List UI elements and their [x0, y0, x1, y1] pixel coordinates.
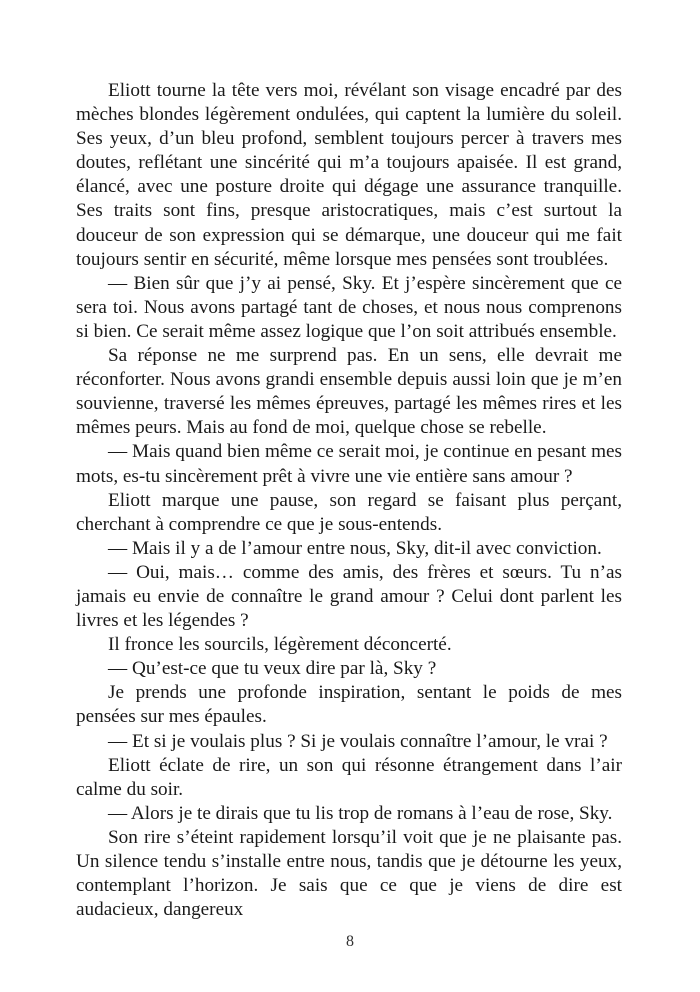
paragraph-narration-laugh: Eliott éclate de rire, un son qui résonne étrangement dans l’air calme du soir. — [76, 754, 622, 800]
page-body — [76, 79, 622, 922]
paragraph-narration-frown: Il fronce les sourcils, légèrement déconcerté. — [108, 634, 452, 656]
paragraph-dialogue-sky-question: — Mais quand bien même ce serait moi, je continue en pesant mes mots, es-tu sincèrement prêt à vivre une vie entière sans amour ? — [76, 441, 622, 487]
paragraph-narration-pause: Eliott marque une pause, son regard se faisant plus perçant, cherchant à comprendre ce que je sous-entends. — [76, 489, 622, 535]
paragraph-dialogue-sky-grand-amour: — Oui, mais… comme des amis, des frères et sœurs. Tu n’as jamais eu envie de connaître le grand amour ? Celui dont parlent les livres et les légendes ? — [76, 561, 622, 632]
paragraph-dialogue-eliott-reply: — Bien sûr que j’y ai pensé, Sky. Et j’espère sincèrement que ce sera toi. Nous avons partagé tant de choses, et nous nous comprenons si bien. Ce serait même assez logique que l’on soit attribués ensemble. — [76, 272, 622, 342]
page-number: 8 — [346, 933, 354, 950]
paragraph-dialogue-eliott-question: — Qu’est-ce que tu veux dire par là, Sky ? — [108, 658, 437, 680]
paragraph-dialogue-sky-more: — Et si je voulais plus ? Si je voulais connaître l’amour, le vrai ? — [108, 730, 608, 752]
paragraph-dialogue-eliott-love: — Mais il y a de l’amour entre nous, Sky, dit-il avec conviction. — [108, 537, 602, 559]
paragraph-narration-silence: Son rire s’éteint rapidement lorsqu’il voit que je ne plaisante pas. Un silence tendu s’installe entre nous, tandis que je détourne les yeux, contemplant l’horizon. Je sais que ce que je viens de dire est audacieux, dangereux — [76, 826, 622, 921]
paragraph-narration-response: Sa réponse ne me surprend pas. En un sens, elle devrait me réconforter. Nous avons grandi ensemble depuis aussi loin que je m’en souvienne, traversé les mêmes épreuves, partagé les mêmes rires et les mêmes peurs. Mais au fond de moi, quelque chose se rebelle. — [76, 345, 622, 439]
paragraph-description-eliott: Eliott tourne la tête vers moi, révélant son visage encadré par des mèches blondes légèrement ondulées, qui captent la lumière du soleil. Ses yeux, d’un bleu profond, semblent toujours percer à travers mes doutes, reflétant une sincérité qui m’a toujours apaisée. Il est grand, élancé, avec une posture droite qui dégage une assurance tranquille. Ses traits sont fins, presque aristocratiques, mais c’est surtout la douceur de son expression qui se démarque, une douceur qui me fait toujours sentir en sécurité, même lorsque mes pensées sont troublées. — [76, 80, 622, 270]
paragraph-narration-breath: Je prends une profonde inspiration, sentant le poids de mes pensées sur mes épaules. — [76, 682, 622, 728]
paragraph-dialogue-eliott-romans: — Alors je te dirais que tu lis trop de romans à l’eau de rose, Sky. — [108, 802, 613, 824]
